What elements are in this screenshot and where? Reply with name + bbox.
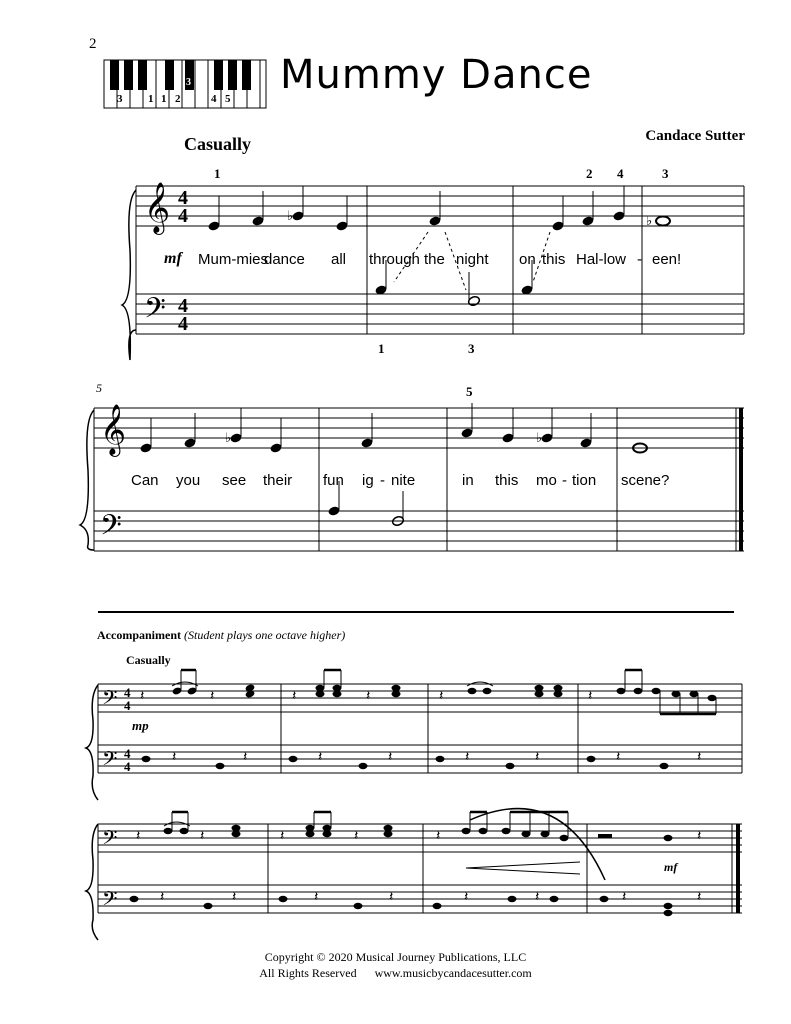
lyric: night (456, 251, 489, 268)
lyric: see (222, 472, 247, 489)
page-number: 2 (89, 36, 97, 52)
keyboard-finger-2: 1 (148, 93, 154, 105)
keyboard-key-marker: 3 (186, 77, 191, 88)
svg-text:𝄽: 𝄽 (292, 688, 297, 704)
lyric: this (495, 472, 519, 489)
svg-text:4: 4 (124, 685, 131, 700)
keyboard-finger-1: 3 (117, 93, 123, 105)
lyric: scene? (621, 472, 670, 489)
fingering: 3 (468, 341, 475, 356)
svg-text:𝄽: 𝄽 (318, 749, 323, 765)
svg-text:𝄽: 𝄽 (439, 688, 444, 704)
lyric: Hal-low (576, 251, 627, 268)
accompaniment-tempo: Casually (126, 653, 171, 667)
svg-text:𝄽: 𝄽 (314, 889, 319, 905)
keyboard-finger-5: 4 (211, 93, 217, 105)
accompaniment-heading: Accompaniment (97, 628, 181, 642)
lyric: tion (572, 472, 597, 489)
lyric: Can (131, 472, 159, 489)
footer-rights-line (0, 966, 791, 981)
svg-text:𝄢: 𝄢 (102, 826, 118, 854)
svg-text:𝄽: 𝄽 (136, 828, 141, 844)
accompaniment-note: (Student plays one octave higher) (184, 628, 346, 642)
accompaniment-label (97, 628, 345, 643)
svg-text:𝄽: 𝄽 (200, 828, 205, 844)
composer-name: Candace Sutter (645, 128, 745, 144)
svg-text:𝄽: 𝄽 (389, 889, 394, 905)
svg-text:𝄽: 𝄽 (622, 889, 627, 905)
lyric: in (462, 472, 474, 489)
svg-text:𝄽: 𝄽 (697, 828, 702, 844)
footer-copyright: Copyright © 2020 Musical Journey Publications, LLC (264, 950, 527, 964)
lyric: Mum-mies (198, 251, 268, 268)
lyric: - (562, 472, 567, 489)
keyboard-diagram (104, 60, 266, 108)
system-1 (122, 182, 744, 360)
svg-text:𝄽: 𝄽 (465, 749, 470, 765)
svg-text:𝄽: 𝄽 (354, 828, 359, 844)
svg-text:4: 4 (178, 313, 188, 335)
svg-text:𝄞: 𝄞 (144, 182, 171, 233)
lyric: nite (391, 472, 416, 489)
lyric: - (637, 251, 642, 268)
svg-text:𝄽: 𝄽 (464, 889, 469, 905)
svg-text:𝄢: 𝄢 (102, 686, 118, 714)
lyric: - (380, 472, 385, 489)
lyric: their (263, 472, 293, 489)
accompaniment-dynamic-end: mf (664, 860, 678, 874)
svg-text:𝄽: 𝄽 (388, 749, 393, 765)
accompaniment-dynamic-start: mp (132, 718, 149, 733)
svg-text:𝄽: 𝄽 (535, 889, 540, 905)
svg-text:4: 4 (124, 698, 131, 713)
svg-text:𝄽: 𝄽 (172, 749, 177, 765)
fingering: 1 (378, 341, 385, 356)
lyric: through (369, 251, 420, 268)
keyboard-finger-6: 5 (225, 93, 231, 105)
svg-text:𝄽: 𝄽 (697, 889, 702, 905)
svg-text:𝄽: 𝄽 (616, 749, 621, 765)
svg-text:𝄽: 𝄽 (588, 688, 593, 704)
svg-text:♭: ♭ (225, 430, 232, 445)
svg-text:𝄢: 𝄢 (100, 509, 122, 549)
svg-text:𝄽: 𝄽 (160, 889, 165, 905)
svg-text:4: 4 (178, 187, 188, 209)
svg-text:♭: ♭ (646, 213, 653, 228)
svg-text:4: 4 (178, 205, 188, 227)
fingering: 5 (466, 384, 473, 399)
svg-text:𝄽: 𝄽 (210, 688, 215, 704)
svg-text:𝄢: 𝄢 (102, 887, 118, 915)
lyric: een! (652, 251, 682, 268)
svg-text:4: 4 (178, 295, 188, 317)
fingering: 1 (214, 166, 221, 181)
svg-text:𝄽: 𝄽 (280, 828, 285, 844)
page-title: Mummy Dance (280, 52, 593, 98)
svg-text:♭: ♭ (287, 208, 294, 223)
accompaniment-system-1 (86, 670, 742, 800)
svg-text:4: 4 (124, 746, 131, 761)
svg-text:𝄽: 𝄽 (243, 749, 248, 765)
svg-text:♭: ♭ (536, 430, 543, 445)
svg-text:𝄽: 𝄽 (366, 688, 371, 704)
svg-text:4: 4 (124, 759, 131, 774)
svg-text:𝄽: 𝄽 (535, 749, 540, 765)
accompaniment-system-2 (86, 809, 742, 940)
svg-text:𝄽: 𝄽 (232, 889, 237, 905)
lyric: mo (536, 472, 557, 489)
lyric: fun (323, 472, 344, 489)
lyric: on (519, 251, 536, 268)
measure-number: 5 (96, 381, 102, 395)
lyric: all (331, 251, 347, 268)
fingering: 4 (617, 166, 624, 181)
lyric: you (176, 472, 201, 489)
svg-text:𝄞: 𝄞 (100, 404, 127, 455)
tempo-marking: Casually (184, 134, 252, 154)
footer-rights: All Rights Reserved (259, 966, 357, 980)
lyric: dance (264, 251, 305, 268)
svg-text:𝄢: 𝄢 (102, 747, 118, 775)
dynamic-marking: mf (164, 250, 182, 267)
svg-text:𝄽: 𝄽 (140, 688, 145, 704)
svg-text:𝄽: 𝄽 (436, 828, 441, 844)
svg-text:𝄢: 𝄢 (144, 292, 166, 332)
keyboard-finger-4: 2 (175, 93, 181, 105)
lyric: this (542, 251, 566, 268)
fingering: 3 (662, 166, 669, 181)
footer-website-link[interactable]: www.musicbycandacesutter.com (374, 966, 532, 980)
keyboard-finger-3: 1 (161, 93, 167, 105)
svg-text:𝄽: 𝄽 (697, 749, 702, 765)
fingering: 2 (586, 166, 593, 181)
lyric: ig (362, 472, 374, 489)
lyric: the (424, 251, 445, 268)
